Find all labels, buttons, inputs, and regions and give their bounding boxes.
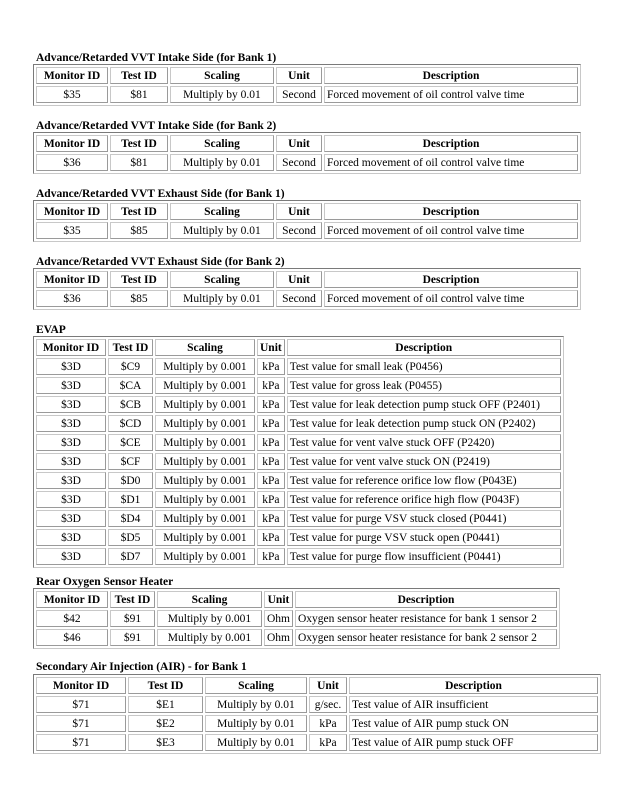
column-header-unit: Unit [309,677,347,694]
cell-scaling: Multiply by 0.001 [155,491,255,508]
column-header-description: Description [324,203,578,220]
cell-test-id: $C9 [108,358,153,375]
monitor-table [33,336,564,568]
cell-monitor-id: $71 [36,734,126,751]
column-header-unit: Unit [276,271,322,288]
cell-test-id: $CF [108,453,153,470]
cell-description: Test value of AIR insufficient [349,696,598,713]
column-header-monitor-id: Monitor ID [36,67,108,84]
column-header-monitor-id: Monitor ID [36,339,106,356]
cell-description: Oxygen sensor heater resistance for bank 1 sensor 2 [295,610,557,627]
cell-test-id: $D0 [108,472,153,489]
cell-description: Test value for reference orifice low flow (P043E) [287,472,561,489]
cell-test-id: $E3 [128,734,203,751]
table-row [36,529,561,546]
cell-scaling: Multiply by 0.01 [205,734,307,751]
cell-unit: Ohm [264,629,293,646]
section-title: Advance/Retarded VVT Exhaust Side (for Bank 1) [36,188,285,200]
monitor-table [33,674,601,754]
table-row [36,377,561,394]
cell-test-id: $D7 [108,548,153,565]
cell-monitor-id: $35 [36,86,108,103]
cell-unit: kPa [257,453,285,470]
cell-test-id: $81 [110,86,168,103]
cell-monitor-id: $71 [36,696,126,713]
monitor-table [33,588,560,649]
cell-unit: kPa [257,472,285,489]
cell-test-id: $D4 [108,510,153,527]
column-header-scaling: Scaling [170,271,274,288]
cell-monitor-id: $3D [36,434,106,451]
cell-monitor-id: $36 [36,290,108,307]
table-row [36,358,561,375]
cell-description: Test value of AIR pump stuck OFF [349,734,598,751]
column-header-test-id: Test ID [128,677,203,694]
cell-description: Forced movement of oil control valve time [324,222,578,239]
cell-description: Test value for reference orifice high flow (P043F) [287,491,561,508]
cell-unit: kPa [309,715,347,732]
column-header-unit: Unit [276,135,322,152]
table-row [36,610,557,627]
column-header-unit: Unit [276,67,322,84]
column-header-scaling: Scaling [205,677,307,694]
cell-description: Test value for purge VSV stuck open (P0441) [287,529,561,546]
cell-test-id: $CB [108,396,153,413]
column-header-test-id: Test ID [110,203,168,220]
column-header-scaling: Scaling [170,203,274,220]
cell-scaling: Multiply by 0.001 [157,629,262,646]
cell-unit: kPa [257,434,285,451]
cell-unit: g/sec. [309,696,347,713]
cell-scaling: Multiply by 0.001 [155,472,255,489]
cell-unit: Second [276,154,322,171]
cell-scaling: Multiply by 0.001 [157,610,262,627]
cell-unit: kPa [309,734,347,751]
table-row [36,290,578,307]
monitor-table [33,64,581,106]
cell-unit: kPa [257,358,285,375]
cell-scaling: Multiply by 0.01 [170,154,274,171]
table-row [36,629,557,646]
table-row [36,696,598,713]
cell-monitor-id: $3D [36,377,106,394]
column-header-description: Description [324,67,578,84]
cell-unit: kPa [257,548,285,565]
cell-description: Test value for purge flow insufficient (P0441) [287,548,561,565]
cell-scaling: Multiply by 0.001 [155,453,255,470]
table-header-row [36,67,578,84]
table-header-row [36,591,557,608]
table-header-row [36,677,598,694]
cell-description: Oxygen sensor heater resistance for bank 2 sensor 2 [295,629,557,646]
cell-monitor-id: $46 [36,629,108,646]
cell-unit: Second [276,222,322,239]
cell-description: Test value for leak detection pump stuck ON (P2402) [287,415,561,432]
table-row [36,222,578,239]
column-header-scaling: Scaling [170,135,274,152]
table-row [36,396,561,413]
column-header-unit: Unit [264,591,293,608]
cell-description: Forced movement of oil control valve time [324,154,578,171]
column-header-monitor-id: Monitor ID [36,135,108,152]
cell-unit: Second [276,86,322,103]
column-header-description: Description [324,135,578,152]
cell-unit: kPa [257,529,285,546]
table-header-row [36,203,578,220]
cell-description: Test value for small leak (P0456) [287,358,561,375]
cell-scaling: Multiply by 0.001 [155,358,255,375]
cell-test-id: $E1 [128,696,203,713]
column-header-monitor-id: Monitor ID [36,591,108,608]
table-row [36,715,598,732]
table-row [36,86,578,103]
cell-scaling: Multiply by 0.01 [205,696,307,713]
cell-description: Test value for leak detection pump stuck OFF (P2401) [287,396,561,413]
cell-monitor-id: $3D [36,396,106,413]
section-title: Rear Oxygen Sensor Heater [36,576,174,588]
monitor-table [33,132,581,174]
cell-test-id: $CA [108,377,153,394]
column-header-test-id: Test ID [108,339,153,356]
cell-description: Test value for gross leak (P0455) [287,377,561,394]
cell-test-id: $CE [108,434,153,451]
column-header-test-id: Test ID [110,271,168,288]
column-header-scaling: Scaling [157,591,262,608]
section-title: Advance/Retarded VVT Intake Side (for Bank 1) [36,52,277,64]
cell-scaling: Multiply by 0.001 [155,396,255,413]
cell-scaling: Multiply by 0.01 [170,222,274,239]
cell-test-id: $D5 [108,529,153,546]
cell-scaling: Multiply by 0.001 [155,529,255,546]
cell-monitor-id: $35 [36,222,108,239]
column-header-test-id: Test ID [110,135,168,152]
column-header-monitor-id: Monitor ID [36,677,126,694]
column-header-unit: Unit [276,203,322,220]
cell-monitor-id: $3D [36,548,106,565]
table-row [36,434,561,451]
table-header-row [36,339,561,356]
cell-test-id: $91 [110,610,155,627]
column-header-description: Description [349,677,598,694]
cell-description: Test value for purge VSV stuck closed (P0441) [287,510,561,527]
column-header-monitor-id: Monitor ID [36,203,108,220]
column-header-monitor-id: Monitor ID [36,271,108,288]
table-row [36,510,561,527]
cell-monitor-id: $71 [36,715,126,732]
table-row [36,453,561,470]
cell-unit: kPa [257,377,285,394]
cell-unit: kPa [257,396,285,413]
section-title: Advance/Retarded VVT Intake Side (for Bank 2) [36,120,277,132]
section-title: Advance/Retarded VVT Exhaust Side (for Bank 2) [36,256,285,268]
column-header-scaling: Scaling [170,67,274,84]
cell-test-id: $85 [110,222,168,239]
cell-monitor-id: $36 [36,154,108,171]
column-header-description: Description [324,271,578,288]
cell-scaling: Multiply by 0.001 [155,548,255,565]
cell-monitor-id: $3D [36,453,106,470]
cell-scaling: Multiply by 0.001 [155,434,255,451]
cell-monitor-id: $42 [36,610,108,627]
cell-scaling: Multiply by 0.001 [155,377,255,394]
cell-monitor-id: $3D [36,529,106,546]
table-header-row [36,135,578,152]
column-header-test-id: Test ID [110,591,155,608]
cell-monitor-id: $3D [36,358,106,375]
cell-test-id: $CD [108,415,153,432]
cell-description: Test value for vent valve stuck ON (P2419) [287,453,561,470]
cell-unit: kPa [257,510,285,527]
table-row [36,548,561,565]
cell-scaling: Multiply by 0.001 [155,510,255,527]
table-row [36,734,598,751]
cell-test-id: $E2 [128,715,203,732]
cell-test-id: $91 [110,629,155,646]
cell-monitor-id: $3D [36,472,106,489]
monitor-table [33,268,581,310]
cell-unit: kPa [257,415,285,432]
section-title: EVAP [36,324,66,336]
cell-test-id: $81 [110,154,168,171]
column-header-unit: Unit [257,339,285,356]
table-row [36,154,578,171]
cell-scaling: Multiply by 0.01 [205,715,307,732]
table-header-row [36,271,578,288]
cell-description: Forced movement of oil control valve time [324,86,578,103]
monitor-table [33,200,581,242]
cell-unit: Ohm [264,610,293,627]
column-header-description: Description [287,339,561,356]
section-title: Secondary Air Injection (AIR) - for Bank 1 [36,661,247,673]
cell-scaling: Multiply by 0.001 [155,415,255,432]
cell-unit: Second [276,290,322,307]
table-row [36,415,561,432]
cell-test-id: $85 [110,290,168,307]
cell-scaling: Multiply by 0.01 [170,86,274,103]
column-header-description: Description [295,591,557,608]
cell-description: Test value of AIR pump stuck ON [349,715,598,732]
column-header-scaling: Scaling [155,339,255,356]
cell-scaling: Multiply by 0.01 [170,290,274,307]
cell-monitor-id: $3D [36,510,106,527]
cell-unit: kPa [257,491,285,508]
cell-description: Test value for vent valve stuck OFF (P2420) [287,434,561,451]
cell-monitor-id: $3D [36,491,106,508]
cell-monitor-id: $3D [36,415,106,432]
column-header-test-id: Test ID [110,67,168,84]
table-row [36,472,561,489]
cell-description: Forced movement of oil control valve time [324,290,578,307]
cell-test-id: $D1 [108,491,153,508]
table-row [36,491,561,508]
